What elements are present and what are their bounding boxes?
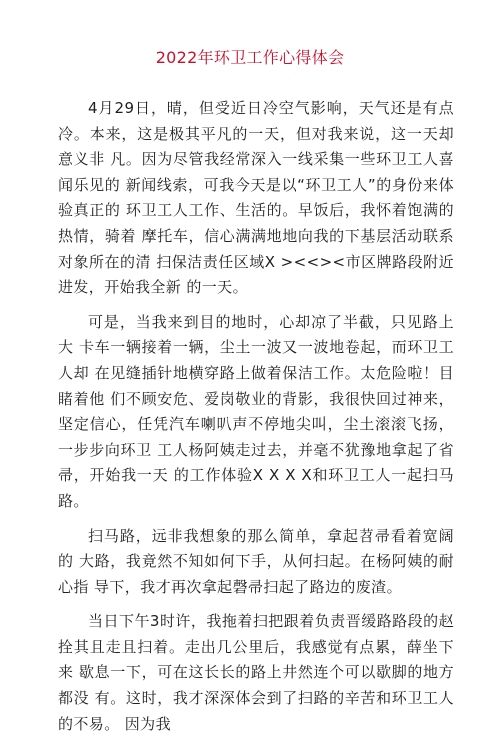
paragraph-1: 4月29日，晴，但受近日冷空气影响，天气还是有点冷。本来，这是极其平凡的一天，但对我来说，这一天却意义非 凡。因为尽管我经常深入一线采集一些环卫工人喜闻乐见的 新闻线索，可我今天是以“环卫工人”的身份来体验真正的 环卫工人工作、生活的。早饭后，我怀着饱满的热情，骑着 摩托车，信心满满地地向我的下基层活动联系对象所在的清 扫保洁责任区域X ><<><市区牌路段附近进发，开始我全新 的一天。 — [58, 99, 454, 297]
paragraph-2: 可是，当我来到目的地时，心却凉了半截，只见路上大 卡车一辆接着一辆，尘土一波又一波地卷起，而环卫工人却 在见缝插针地横穿路上做着保洁工作。太危险啦！目睹着他 们不顾安危、爱岗敬业的背影，我很快回过神来，坚定信心，任凭汽车喇叭声不停地尖叫，尘土滚滚飞扬，一步步向环卫 工人杨阿姨走过去，并毫不犹豫地拿起了省帚，开始我一天 的工作体验X X X X和环卫工人一起扫马路。 — [58, 312, 454, 510]
paragraph-3: 扫马路，远非我想象的那么简单，拿起苕帚看着宽阔的 大路，我竟然不知如何下手，从何扫起。在杨阿姨的耐心指 导下，我才再次拿起磬帚扫起了路边的废渣。 — [58, 526, 454, 596]
document-body — [58, 96, 454, 746]
paragraph-4: 当日下午3时许，我拖着扫把跟着负责晋缓路路段的赵 拴其且走且扫着。走出几公里后，我感觉有点累，薛坐下来 歇息一下，可在这长长的路上井然连个可以歇脚的地方都没 有。这时，我才深深体会到了扫路的辛苦和环卫工人的不易。 因为我 — [58, 612, 454, 733]
document-title: 2022年环卫工作心得体会 — [155, 48, 345, 67]
